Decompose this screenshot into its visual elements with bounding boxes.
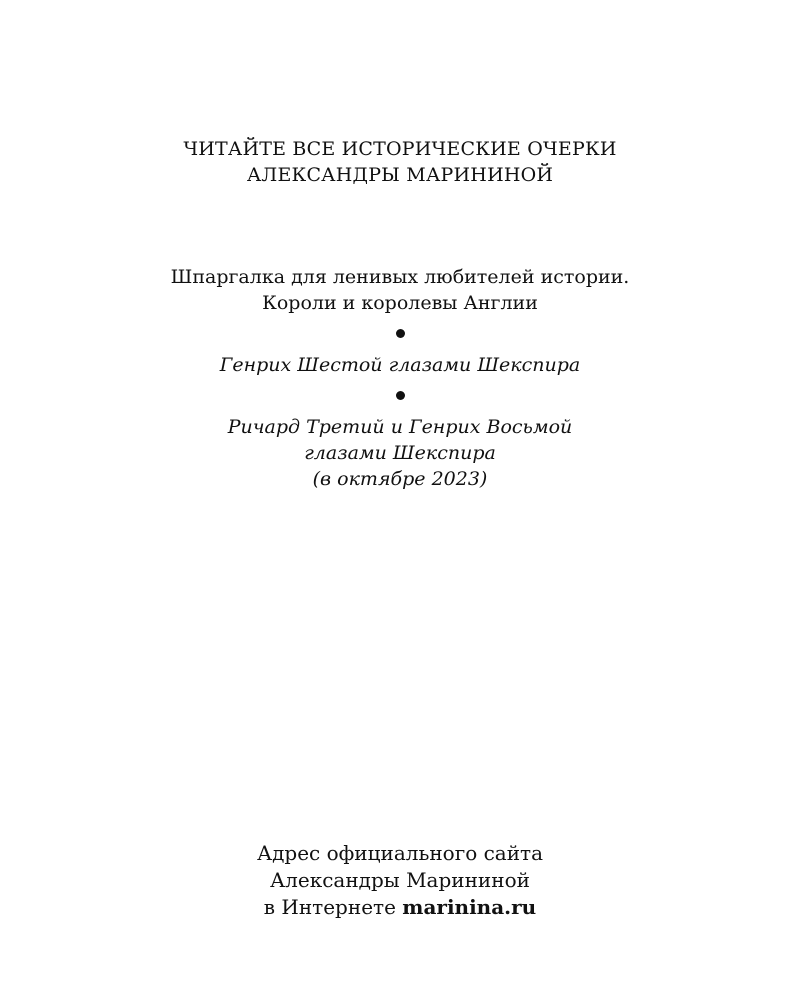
book-item: [0, 414, 800, 492]
heading-line-1: ЧИТАЙТЕ ВСЕ ИСТОРИЧЕСКИЕ ОЧЕРКИ: [183, 138, 617, 160]
book-item: [0, 264, 800, 316]
footer-line-1: Адрес официального сайта: [256, 841, 544, 865]
heading-line-2: АЛЕКСАНДРЫ МАРИНИНОЙ: [246, 164, 554, 186]
book-title-line: Ричард Третий и Генрих Восьмой: [227, 416, 573, 438]
bullet-separator-icon: [396, 391, 405, 400]
website-info: [0, 840, 800, 921]
footer-prefix: в Интернете: [263, 895, 403, 919]
book-item: [0, 352, 800, 378]
bullet-separator-icon: [396, 329, 405, 338]
footer-line-3: [0, 894, 800, 921]
footer-line-2: Александры Марининой: [270, 868, 530, 892]
book-list: [0, 264, 800, 492]
page-heading: [0, 136, 800, 188]
book-title-line: Генрих Шестой глазами Шекспира: [219, 354, 581, 376]
book-title-line: Короли и королевы Англии: [262, 292, 538, 314]
book-title-line: Шпаргалка для ленивых любителей истории.: [170, 266, 630, 288]
website-link[interactable]: marinina.ru: [402, 895, 537, 919]
book-title-line: глазами Шекспира: [304, 442, 496, 464]
book-release-note: (в октябре 2023): [312, 468, 488, 490]
